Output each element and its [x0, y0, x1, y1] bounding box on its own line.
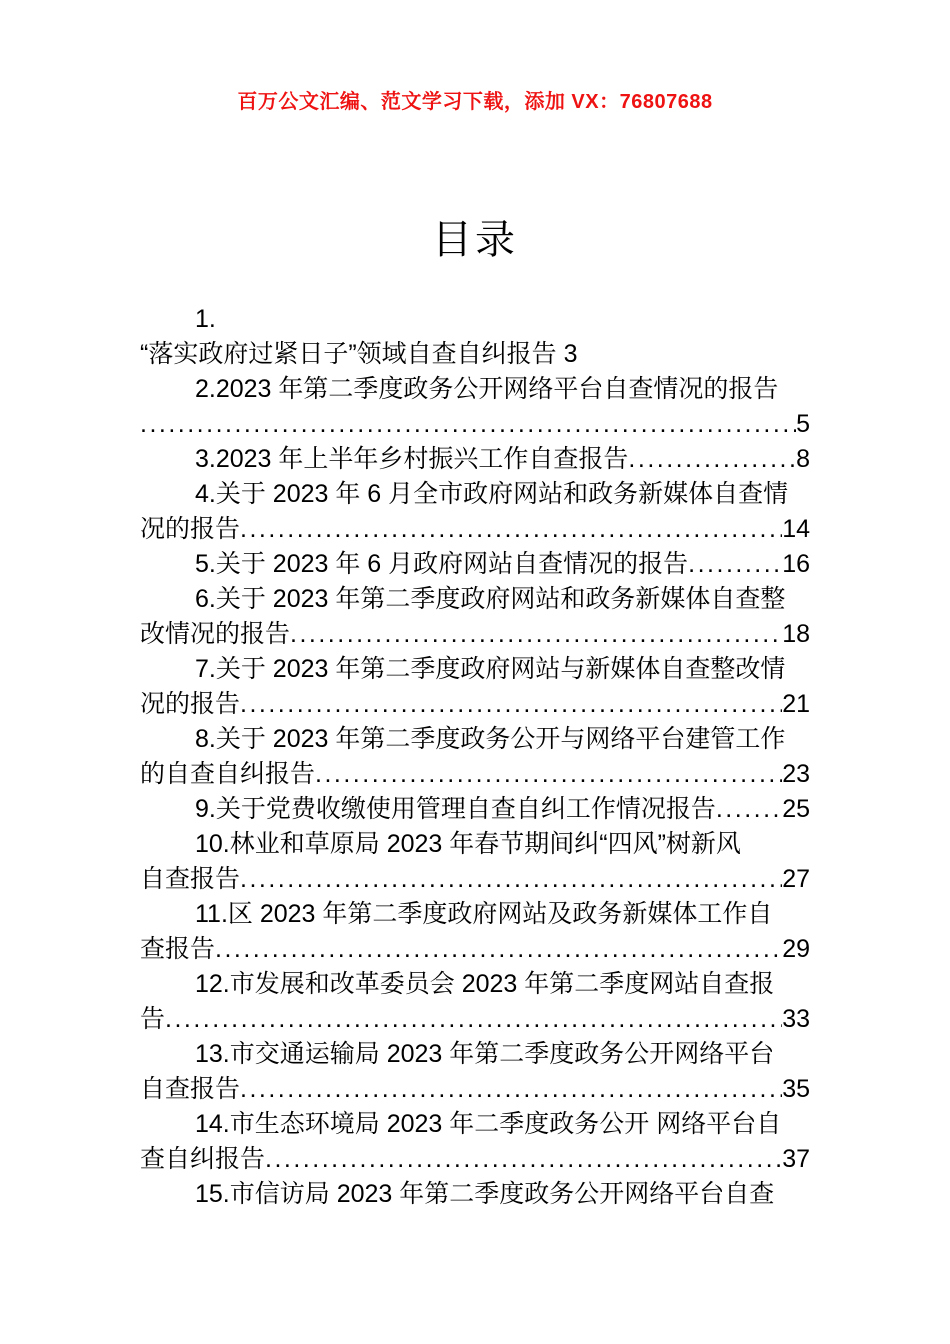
page-number: 5 [796, 410, 810, 438]
toc-line [140, 792, 810, 827]
toc-line [140, 827, 810, 862]
page-number: 37 [782, 1145, 810, 1173]
toc-line-text: 5.关于 2023 年 6 月政府网站自查情况的报告 [195, 550, 689, 578]
page-number: 14 [782, 515, 810, 543]
toc-line [140, 407, 810, 442]
toc-line-text: 8.关于 2023 年第二季度政务公开与网络平台建管工作 [195, 725, 786, 753]
page-number: 8 [796, 445, 810, 473]
toc-line-text: 13.市交通运输局 2023 年第二季度政务公开网络平台 [195, 1040, 775, 1068]
toc-line [140, 757, 810, 792]
toc-line-text: 1. [195, 305, 216, 333]
page-number: 18 [782, 620, 810, 648]
page-number: 33 [782, 1005, 810, 1033]
toc-line-text: 15.市信访局 2023 年第二季度政务公开网络平台自查 [195, 1180, 775, 1208]
toc [140, 302, 810, 1212]
toc-line-text: 自查报告 [140, 865, 241, 893]
dot-leader [240, 1072, 782, 1107]
page-number: 29 [782, 935, 810, 963]
dot-leader [265, 1142, 782, 1177]
toc-line [140, 1072, 810, 1107]
toc-line [140, 302, 810, 337]
toc-line [140, 512, 810, 547]
toc-line [140, 1142, 810, 1177]
dot-leader [290, 617, 782, 652]
toc-line [140, 547, 810, 582]
toc-line-text: 11.区 2023 年第二季度政府网站及政务新媒体工作自 [195, 900, 773, 928]
page-number: 23 [782, 760, 810, 788]
dot-leader [688, 547, 782, 582]
toc-line-text: 9.关于党费收缴使用管理自查自纠工作情况报告 [195, 795, 716, 823]
toc-line-text: 的自查自纠报告 [140, 760, 316, 788]
toc-line [140, 1037, 810, 1072]
toc-line [140, 582, 810, 617]
dot-leader [315, 757, 782, 792]
toc-line [140, 967, 810, 1002]
page-number: 27 [782, 865, 810, 893]
page-number: 16 [782, 550, 810, 578]
toc-line [140, 1002, 810, 1037]
toc-line [140, 1177, 810, 1212]
page-title: 目录 [432, 218, 518, 262]
toc-line [140, 442, 810, 477]
toc-line [140, 652, 810, 687]
toc-line [140, 617, 810, 652]
dot-leader [716, 792, 782, 827]
toc-line-text: 12.市发展和改革委员会 2023 年第二季度网站自查报 [195, 970, 775, 998]
toc-line-text: 改情况的报告 [140, 620, 291, 648]
toc-line [140, 932, 810, 967]
page-number: 25 [782, 795, 810, 823]
header-notice: 百万公文汇编、范文学习下载，添加 VX：76807688 [237, 91, 713, 113]
toc-line-text: 告 [140, 1005, 166, 1033]
toc-line-text: 自查报告 [140, 1075, 241, 1103]
dot-leader [240, 687, 782, 722]
dot-leader [140, 407, 796, 442]
dot-leader [240, 512, 782, 547]
dot-leader [240, 862, 782, 897]
toc-line-text: 况的报告 [140, 690, 241, 718]
toc-line-text: 况的报告 [140, 515, 241, 543]
dot-leader [165, 1002, 782, 1037]
toc-line-text: 2.2023 年第二季度政务公开网络平台自查情况的报告 [195, 375, 779, 403]
toc-line-text: 查报告 [140, 935, 216, 963]
toc-line-text: 7.关于 2023 年第二季度政府网站与新媒体自查整改情 [195, 655, 786, 683]
toc-line-text: 6.关于 2023 年第二季度政府网站和政务新媒体自查整 [195, 585, 786, 613]
dot-leader [215, 932, 782, 967]
toc-line [140, 337, 810, 372]
toc-line [140, 722, 810, 757]
page-number: 21 [782, 690, 810, 718]
dot-leader [628, 442, 796, 477]
toc-line-text: 3.2023 年上半年乡村振兴工作自查报告 [195, 445, 629, 473]
toc-line [140, 897, 810, 932]
toc-line-text: 14.市生态环境局 2023 年二季度政务公开 网络平台自 [195, 1110, 782, 1138]
toc-line-text: 4.关于 2023 年 6 月全市政府网站和政务新媒体自查情 [195, 480, 789, 508]
toc-line [140, 477, 810, 512]
toc-line [140, 1107, 810, 1142]
toc-line [140, 862, 810, 897]
toc-line-text: 10.林业和草原局 2023 年春节期间纠“四风”树新风 [195, 830, 741, 858]
toc-line-text: 查自纠报告 [140, 1145, 266, 1173]
page-number: 35 [782, 1075, 810, 1103]
toc-line [140, 372, 810, 407]
toc-line-text: “落实政府过紧日子”领域自查自纠报告 3 [140, 340, 578, 368]
toc-line [140, 687, 810, 722]
